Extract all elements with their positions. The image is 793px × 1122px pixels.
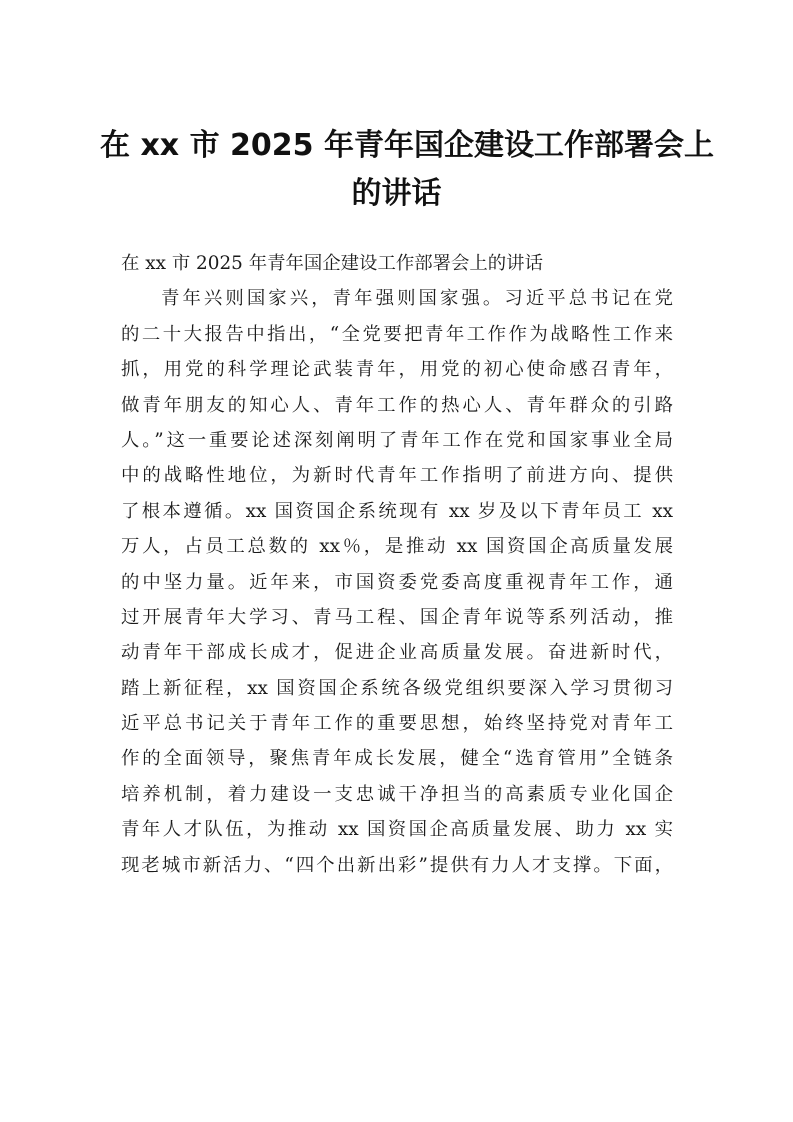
paragraph-line: 动青年干部成长成才，促进企业高质量发展。奋进新时代， xyxy=(121,642,673,664)
paragraph-line: 了根本遵循。xx 国资国企系统现有 xx 岁及以下青年员工 xx xyxy=(121,500,673,522)
paragraph-line: 青年兴则国家兴，青年强则国家强。习近平总书记在党 xyxy=(161,288,673,310)
paragraph-line: 中的战略性地位，为新时代青年工作指明了前进方向、提供 xyxy=(121,465,673,487)
paragraph-line: 过开展青年大学习、青马工程、国企青年说等系列活动，推 xyxy=(121,606,673,628)
document-title xyxy=(100,122,714,218)
paragraph-line: 踏上新征程，xx 国资国企系统各级党组织要深入学习贯彻习 xyxy=(121,677,673,699)
paragraph-line: 的二十大报告中指出，“全党要把青年工作作为战略性工作来 xyxy=(121,323,673,345)
paragraph-line: 近平总书记关于青年工作的重要思想，始终坚持党对青年工 xyxy=(121,713,673,735)
paragraph-line: 培养机制，着力建设一支忠诚干净担当的高素质专业化国企 xyxy=(121,783,673,805)
document-subtitle: 在 xx 市 2025 年青年国企建设工作部署会上的讲话 xyxy=(121,253,543,274)
title-line-2: 的讲话 xyxy=(351,176,442,211)
document-body xyxy=(121,246,673,883)
title-line-1: 在 xx 市 2025 年青年国企建设工作部署会上 xyxy=(100,128,714,163)
paragraph-line: 人。”这一重要论述深刻阐明了青年工作在党和国家事业全局 xyxy=(121,429,673,451)
paragraph-line: 的中坚力量。近年来，市国资委党委高度重视青年工作，通 xyxy=(121,571,673,593)
paragraph-line: 做青年朋友的知心人、青年工作的热心人、青年群众的引路 xyxy=(121,394,673,416)
paragraph-line: 抓，用党的科学理论武装青年，用党的初心使命感召青年， xyxy=(121,359,673,381)
paragraph-line: 作的全面领导，聚焦青年成长发展，健全“选育管用”全链条 xyxy=(121,748,673,770)
paragraph-line: 现老城市新活力、“四个出新出彩”提供有力人才支撑。下面， xyxy=(121,854,673,876)
paragraph-line: 青年人才队伍，为推动 xx 国资国企高质量发展、助力 xx 实 xyxy=(121,819,673,841)
paragraph-line: 万人，占员工总数的 xx％，是推动 xx 国资国企高质量发展 xyxy=(121,536,673,558)
body-paragraph xyxy=(121,281,673,883)
